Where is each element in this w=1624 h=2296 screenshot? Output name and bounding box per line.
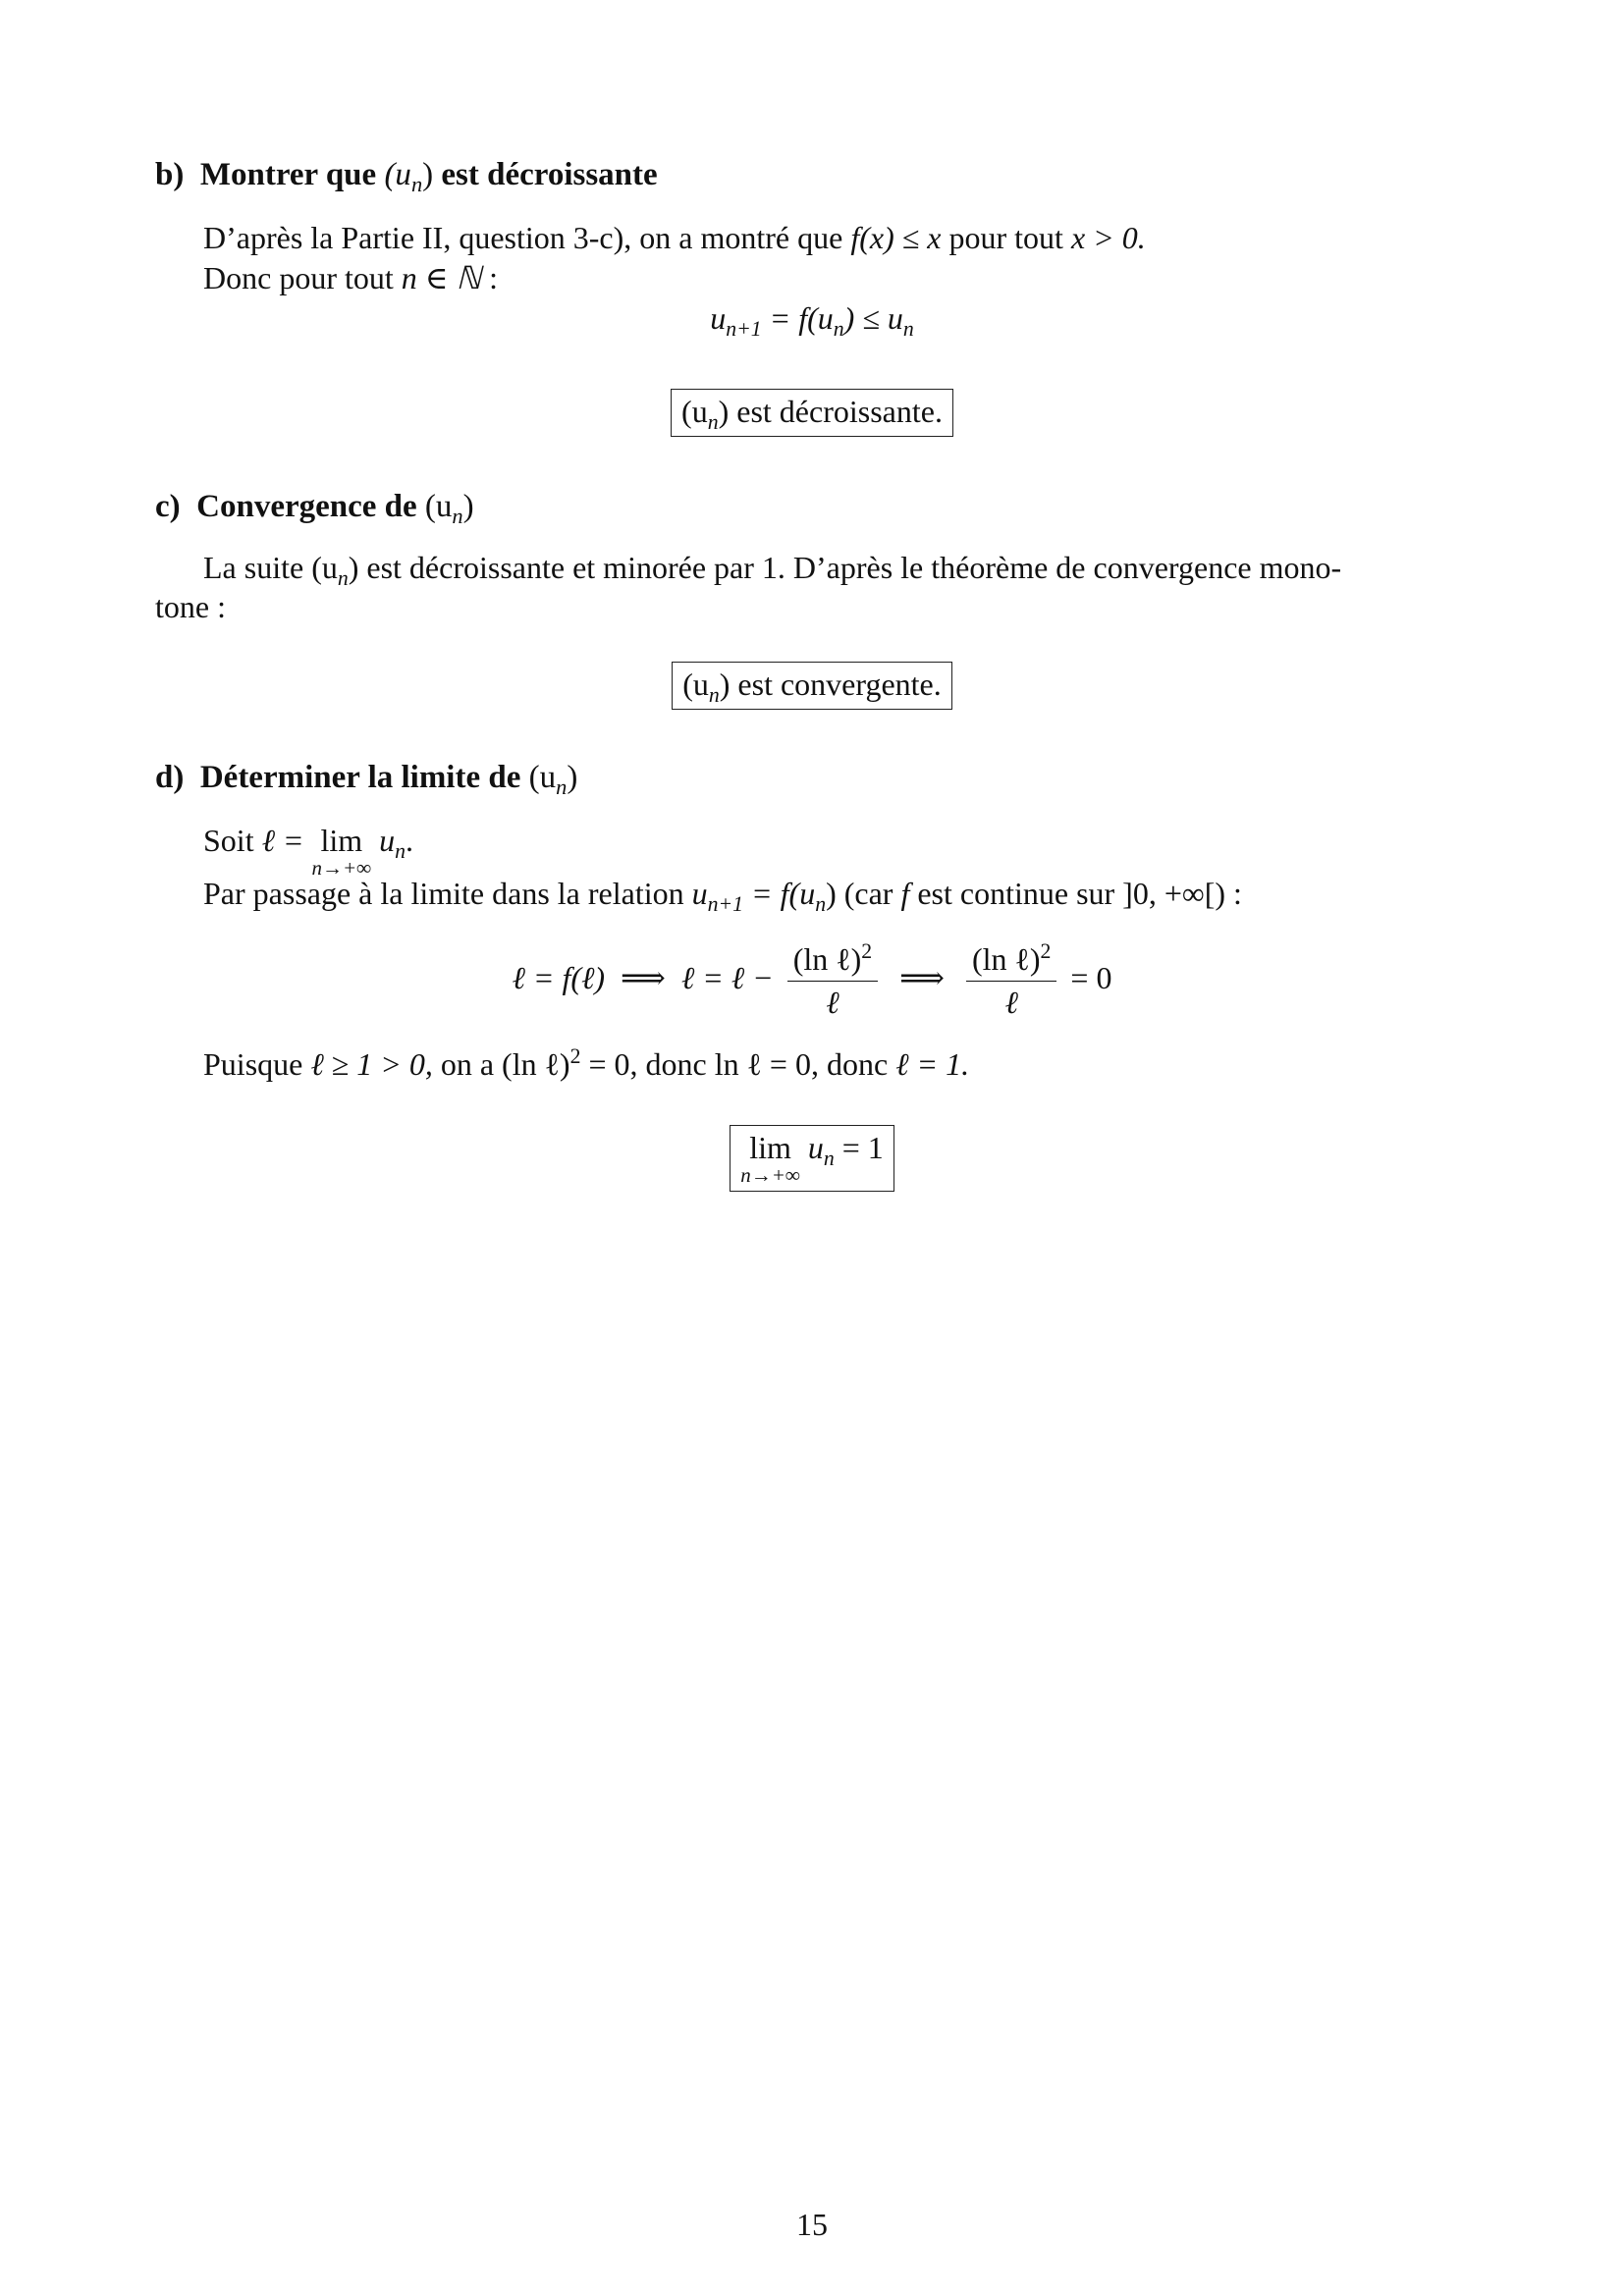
limit-operator: lim n→+∞ [740, 1130, 800, 1187]
section-d-result [0, 1125, 1624, 1192]
result-box: $(u_n)$ est décroissante. [671, 389, 953, 437]
section-c-heading: c) Convergence de $(u_n)$ [155, 489, 474, 529]
section-b-paragraph-1: D’après la Partie II, question 3-c), on a montré que f(x) ≤ x pour tout x > 0. [203, 220, 1146, 255]
section-b-equation: $u_{n+1} = f(u_n) \le u_n$ [710, 300, 914, 341]
limit-operator: lim n→+∞ [311, 823, 372, 880]
section-b-paragraph-2: Donc pour tout n ∈ ℕ : [203, 260, 498, 295]
section-d-heading: d) Déterminer la limite de $(u_n)$ [155, 760, 578, 800]
result-box: $(u_n)$ est convergente. [672, 662, 952, 710]
section-d-equation: ℓ = f(ℓ) ⟹ ℓ = ℓ − $\frac{(\ln \ell)^2}{\text{ℓ}}$ ⟹ $\frac{(\ln \ell)^2}{\text{ℓ}}$ = 0 [512, 939, 1112, 1021]
fraction: $\frac{(\ln \ell)^2}{\text{ℓ}}$ [966, 942, 1056, 1020]
section-c-paragraph-1: La suite $(u_n)$ est décroissante et minorée par 1. D’après le théorème de convergence mono- [203, 550, 1342, 590]
result-box: lim n→+∞ $u_n = 1$ [730, 1125, 894, 1192]
page-number: 15 [796, 2207, 828, 2242]
section-c-paragraph-2: tone : [155, 589, 226, 624]
section-b-result [0, 389, 1624, 437]
section-d-paragraph-1: Soit ℓ = lim n→+∞ $u_n$. [203, 823, 414, 880]
fraction: $\frac{(\ln \ell)^2}{\text{ℓ}}$ [787, 942, 878, 1020]
section-c-result [0, 662, 1624, 710]
section-d-paragraph-3: Puisque ℓ ≥ 1 > 0, on a (ln ℓ)$^2$ = 0, donc ln ℓ = 0, donc ℓ = 1. [203, 1044, 970, 1082]
section-b-heading: b) Montrer que $(u_n)$ est décroissante [155, 157, 658, 197]
section-d-paragraph-2: Par passage à la limite dans la relation $u_{n+1} = f(u_n)$ (car f est continue sur ]0, +∞[) : [203, 876, 1242, 916]
